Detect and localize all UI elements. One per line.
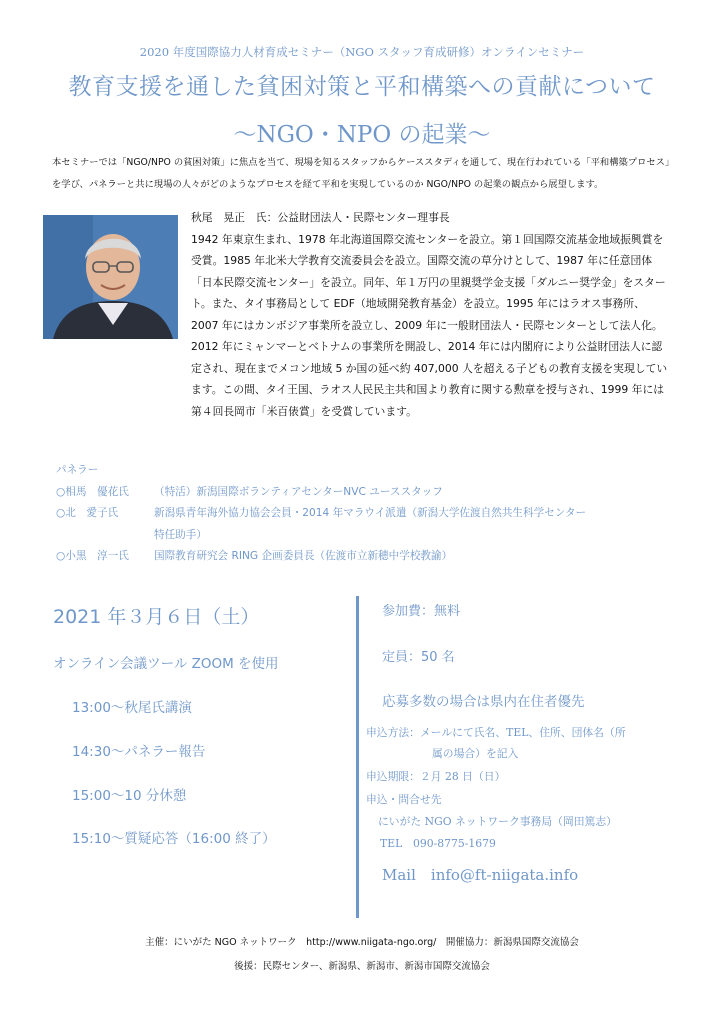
- capacity: 定員：50 名: [382, 650, 455, 665]
- panelist-name: ○北 愛子氏: [56, 507, 119, 519]
- fee: 参加費：無料: [382, 604, 461, 619]
- schedule-item: 15:00〜10 分休憩: [72, 788, 187, 804]
- deadline: 申込期限：２月 28 日（日）: [366, 770, 506, 783]
- apply-method: 申込方法：メールにて氏名、TEL、住所、団体名（所: [366, 726, 626, 739]
- contact-email[interactable]: Mail info@ft-niigata.info: [382, 866, 579, 884]
- speaker-bio-text: 1942 年東京生まれ、1978 年北海道国際交流センターを設立。第１回国際交流基金地域振興賞を受賞。1985 年北米大学教育交流委員会を設立。国際交流の草分けとして、1987 年に任意団体「日本民際交流センター」を設立。同年、年１万円の里親奨学金支援「ダルニー奨学金」をスタート。また、タイ事務局として EDF（地域開発教育基金）を設立。1995 年にはラオス事務所、2007 年にはカンボジア事業所を設立し、2009 年に一般財団法人・民際センターとして法人化。2012 年にミャンマーとベトナムの事業所を開設し、2014 年には内閣府により公益財団法人に認定され、現在までメコン地域 5 か国の延べ約 407,000 人を超える子どもの教育支援を実現しています。この間、タイ王国、ラオス人民民主共和国より教育に関する勲章を授与され、1999 年には第４回長岡市「米百俵賞」を受賞しています。: [191, 232, 668, 418]
- column-divider: [356, 596, 359, 918]
- footer-sponsors: 後援：民際センター、新潟県、新潟市、新潟市国際交流協会: [234, 961, 490, 972]
- contact-label: 申込・問合せ先: [366, 793, 442, 806]
- panelist-name: ○相馬 優花氏: [56, 485, 129, 498]
- event-venue: オンライン会議ツール ZOOM を使用: [53, 656, 279, 672]
- footer-organizer: 主催：にいがた NGO ネットワーク http://www.niigata-ngo.org/ 開催協力：新潟県国際交流協会: [145, 937, 579, 948]
- intro-text: 本セミナーでは「NGO/NPO の貧困対策」に焦点を当て、現場を知るスタッフからケーススタディを通して、現在行われている「平和構築プロセス」を学び、パネラーと共に現場の人々がどのようなプロセスを経て平和を実現しているのか NGO/NPO の起業の観点から展望します。: [52, 157, 670, 190]
- speaker-name: 秋尾 晃正 氏：公益財団法人・民際センター理事長: [191, 211, 450, 224]
- apply-method-cont: 属の場合）を記入: [432, 747, 519, 760]
- schedule-item: 14:30〜パネラー報告: [72, 744, 206, 760]
- panelist-desc: 国際教育研究会 RING 企画委員長（佐渡市立新穂中学校教諭）: [154, 550, 453, 562]
- panelist-row: [56, 482, 686, 504]
- event-date: 2021 年３月６日（土）: [53, 606, 260, 628]
- panelists-section: [56, 460, 686, 568]
- panelist-desc: 新潟県青年海外協力協会会員・2014 年マラウイ派遣（新潟大学佐渡自然共生科学センター: [154, 507, 587, 519]
- page-title: 教育支援を通した貧困対策と平和構築への貢献について: [68, 74, 656, 100]
- panelist-name: ○小黒 淳一氏: [56, 550, 129, 562]
- panelists-heading: パネラー: [56, 464, 99, 476]
- panelist-desc: （特活）新潟国際ボランティアセンターNVC ユーススタッフ: [154, 485, 443, 498]
- page-subtitle: 〜NGO・NPO の起業〜: [233, 122, 491, 148]
- panelist-row: [56, 503, 686, 525]
- event-subtitle: 2020 年度国際協力人材育成セミナー（NGO スタッフ育成研修）オンラインセミナー: [139, 45, 585, 59]
- contact-tel: TEL 090-8775-1679: [380, 837, 496, 850]
- speaker-bio: [191, 207, 671, 422]
- schedule-item: 15:10〜質疑応答（16:00 終了）: [72, 831, 276, 847]
- priority-note: 応募多数の場合は県内在住者優先: [382, 694, 585, 710]
- panelist-desc-cont: 特任助手）: [154, 528, 207, 541]
- contact-org: にいがた NGO ネットワーク事務局（岡田篤志）: [378, 815, 617, 828]
- speaker-photo: [43, 215, 178, 339]
- panelist-row: [56, 546, 686, 568]
- speaker-portrait-icon: [43, 215, 178, 339]
- schedule-item: 13:00〜秋尾氏講演: [72, 700, 192, 716]
